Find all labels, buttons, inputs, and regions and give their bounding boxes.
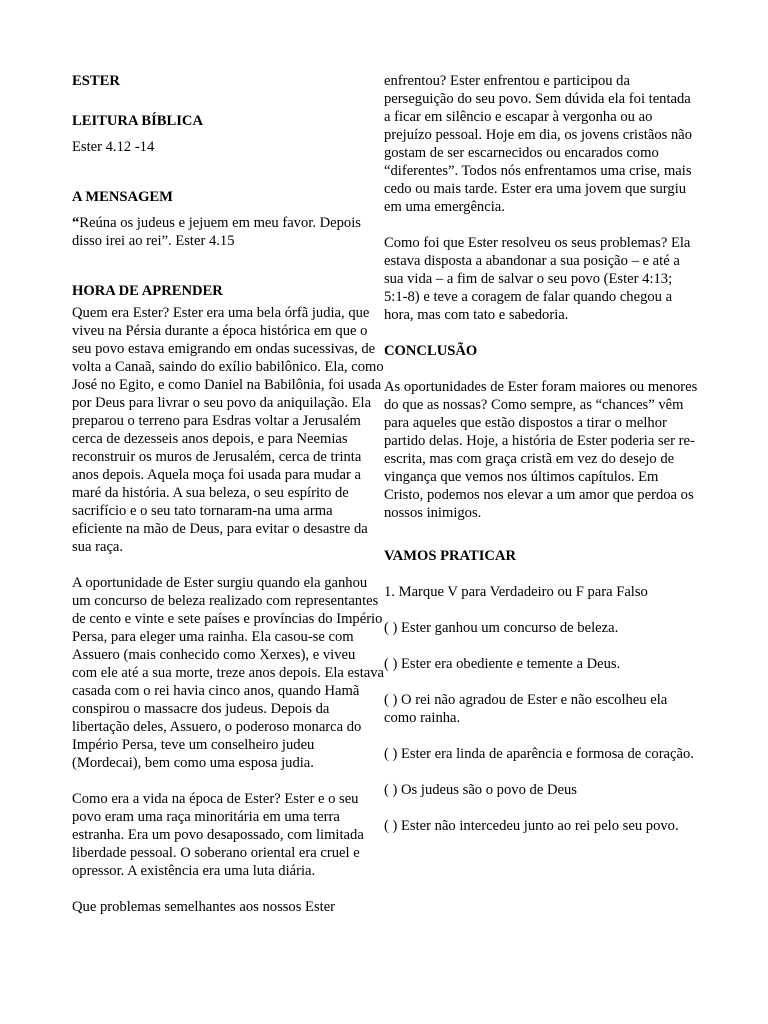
practice-instruction: 1. Marque V para Verdadeiro ou F para Falso — [384, 584, 648, 600]
message-quote-mark: “ — [72, 215, 80, 231]
learn-paragraph-3: Como era a vida na época de Ester? Ester e o seu povo eram uma raça minoritária em uma terra estranha. Era um povo desapossado, com limitada liberdade pessoal. O soberano oriental era cruel e opressor. A existência era uma luta diária. — [72, 791, 364, 879]
learn-paragraph-5: Como foi que Ester resolveu os seus problemas? Ela estava disposta a abandonar a sua posição – e até a sua vida – a fim de salvar o seu povo (Ester 4:13; 5:1-8) e teve a coragem de falar quando chegou a hora, mas com tato e sabedoria. — [384, 235, 691, 323]
reading-reference: Ester 4.12 -14 — [72, 139, 155, 155]
practice-item: ( ) Ester não intercedeu junto ao rei pelo seu povo. — [384, 818, 679, 834]
practice-item: ( ) Ester ganhou um concurso de beleza. — [384, 620, 619, 636]
message-quote: Reúna os judeus e jejuem em meu favor. Depois disso irei ao rei”. Ester 4.15 — [72, 215, 361, 249]
reading-heading: LEITURA BÍBLICA — [72, 113, 203, 129]
learn-heading: HORA DE APRENDER — [72, 283, 223, 299]
conclusion-heading: CONCLUSÃO — [384, 343, 478, 359]
practice-heading: VAMOS PRATICAR — [384, 548, 517, 564]
practice-item: ( ) Os judeus são o povo de Deus — [384, 782, 577, 798]
learn-paragraph-2: A oportunidade de Ester surgiu quando ela ganhou um concurso de beleza realizado com representantes de cento e vinte e sete países e províncias do Império Persa, para eleger uma rainha. Ela casou-se com Assuero (mais conhecido como Xerxes), e viveu com ele até a sua morte, treze anos depois. Ela estava casada com o rei havia cinco anos, quando Hamã conspirou o massacre dos judeus. Depois da libertação deles, Assuero, o poderoso monarca do Império Persa, teve um conselheiro judeu (Mordecai), bem como uma esposa judia. — [72, 575, 385, 771]
left-column — [72, 72, 384, 916]
message-text — [72, 214, 384, 250]
message-heading: A MENSAGEM — [72, 189, 173, 205]
conclusion-text: As oportunidades de Ester foram maiores ou menores do que as nossas? Como sempre, as “chances” vêm para aqueles que estão dispostos a tirar o melhor partido delas. Hoje, a história de Ester poderia ser re-escrita, mas com graça cristã em vez do desejo de vingança que vemos nos últimos capítulos. Em Cristo, podemos nos elevar a um amor que perdoa os nossos inimigos. — [384, 379, 698, 521]
practice-item: ( ) O rei não agradou de Ester e não escolheu ela como rainha. — [384, 692, 668, 726]
document-title: ESTER — [72, 73, 120, 89]
learn-paragraph-4: Que problemas semelhantes aos nossos Ester — [72, 899, 336, 915]
practice-item: ( ) Ester era obediente e temente a Deus. — [384, 656, 621, 672]
practice-item: ( ) Ester era linda de aparência e formosa de coração. — [384, 746, 694, 762]
right-column — [384, 72, 699, 835]
learn-paragraph-4-continued: enfrentou? Ester enfrentou e participou da perseguição do seu povo. Sem dúvida ela foi tentada a ficar em silêncio e escapar à vergonha ou ao prejuízo pessoal. Hoje em dia, os jovens cristãos não gostam de ser escarnecidos ou encarados como “diferentes”. Todos nós enfrentamos uma crise, mais cedo ou mais tarde. Ester era uma jovem que surgiu em uma emergência. — [384, 73, 693, 215]
learn-paragraph-1: Quem era Ester? Ester era uma bela órfã judia, que viveu na Pérsia durante a época histórica em que o seu povo estava emigrando em ondas sucessivas, de volta a Canaã, saindo do exílio babilônico. Ela, como José no Egito, e como Daniel na Babilônia, foi usada por Deus para livrar o seu povo da aniquilação. Ela preparou o terreno para Esdras voltar a Jerusalém cerca de dezesseis anos depois, e para Neemias reconstruir os muros de Jerusalém, cerca de trinta anos depois. Aquela moça foi usada para mudar a maré da história. A sua beleza, o seu espírito de sacrifício e o seu tato tornaram-na uma arma eficiente na mão de Deus, para evitar o desastre da sua raça. — [72, 305, 384, 555]
